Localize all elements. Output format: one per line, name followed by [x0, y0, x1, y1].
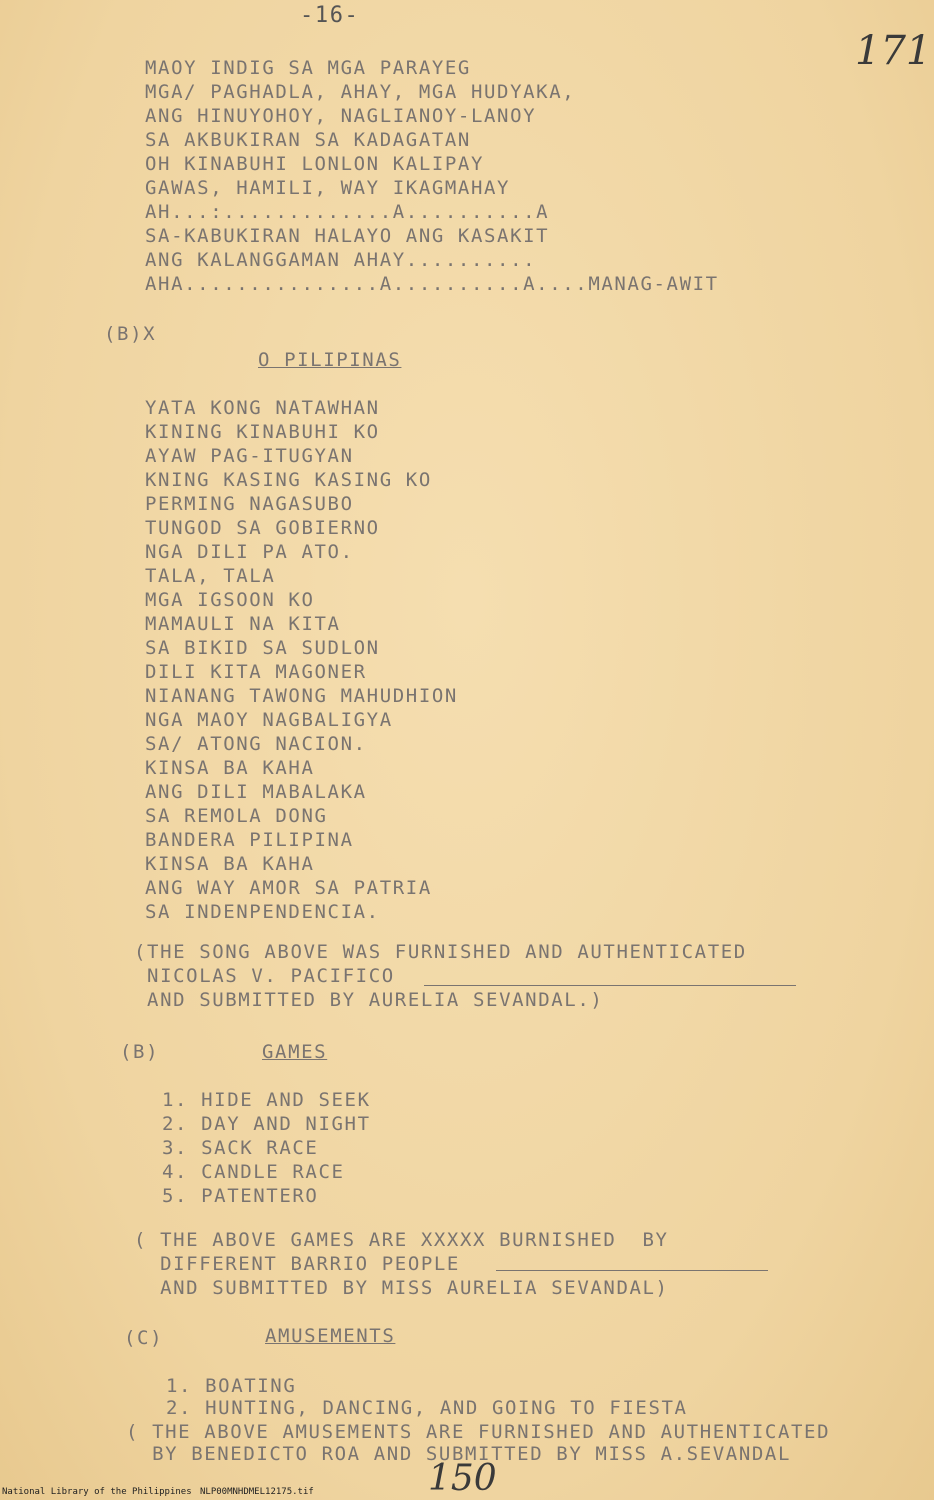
verse-line: KNING KASING KASING KO [145, 469, 432, 491]
verse-line: PERMING NAGASUBO [145, 493, 354, 515]
verse-line: YATA KONG NATAWHAN [145, 397, 380, 419]
verse-line: NGA DILI PA ATO. [145, 541, 354, 563]
verse-line: ANG KALANGGAMAN AHAY.......... [145, 249, 537, 271]
verse-line: MGA IGSOON KO [145, 589, 315, 611]
section-title: GAMES [262, 1041, 328, 1063]
verse-line: SA-KABUKIRAN HALAYO ANG KASAKIT [145, 225, 550, 247]
verse-line: SA AKBUKIRAN SA KADAGATAN [145, 129, 471, 151]
list-item: 1. BOATING [166, 1375, 297, 1397]
verse-line: SA/ ATONG NACION. [145, 733, 367, 755]
verse-line: MAOY INDIG SA MGA PARAYEG [145, 57, 471, 79]
verse-line: KINSA BA KAHA [145, 853, 315, 875]
verse-line: TALA, TALA [145, 565, 276, 587]
footer-library: National Library of the Philippines [2, 1487, 192, 1497]
verse-line: MGA/ PAGHADLA, AHAY, MGA HUDYAKA, [145, 81, 576, 103]
note-line: DIFFERENT BARRIO PEOPLE [134, 1253, 460, 1275]
footer-filename: NLP00MNHDMEL12175.tif [200, 1487, 314, 1497]
verse-line: KINING KINABUHI KO [145, 421, 380, 443]
verse-line: NGA MAOY NAGBALIGYA [145, 709, 393, 731]
list-item: 2. HUNTING, DANCING, AND GOING TO FIESTA [166, 1397, 688, 1419]
verse-line: AYAW PAG-ITUGYAN [145, 445, 354, 467]
section-label: (B) [120, 1041, 160, 1063]
note-line: AND SUBMITTED BY MISS AURELIA SEVANDAL) [134, 1277, 669, 1299]
list-item: 5. PATENTERO [162, 1185, 319, 1207]
verse-line: ANG WAY AMOR SA PATRIA [145, 877, 432, 899]
note-line: BY BENEDICTO ROA AND SUBMITTED BY MISS A.SEVANDAL [126, 1443, 791, 1465]
list-item: 1. HIDE AND SEEK [162, 1089, 371, 1111]
song-title: O PILIPINAS [258, 349, 402, 371]
verse-line: SA INDENPENDENCIA. [145, 901, 380, 923]
handwritten-number: 150 [428, 1458, 497, 1499]
verse-line: KINSA BA KAHA [145, 757, 315, 779]
verse-line: ANG HINUYOHOY, NAGLIANOY-LANOY [145, 105, 537, 127]
section-label: (C) [124, 1327, 164, 1349]
verse-line: SA REMOLA DONG [145, 805, 328, 827]
verse-line: ANG DILI MABALAKA [145, 781, 367, 803]
verse-line: AHA...............A..........A....MANAG-AWIT [145, 273, 719, 295]
note-line: NICOLAS V. PACIFICO [134, 965, 395, 987]
verse-line: NIANANG TAWONG MAHUDHION [145, 685, 458, 707]
note-line: ( THE ABOVE AMUSEMENTS ARE FURNISHED AND AUTHENTICATED [126, 1421, 831, 1443]
verse-line: AH...:.............A..........A [145, 201, 550, 223]
list-item: 2. DAY AND NIGHT [162, 1113, 371, 1135]
section-label: (B)X [104, 323, 157, 345]
section-title: AMUSEMENTS [265, 1325, 396, 1347]
list-item: 4. CANDLE RACE [162, 1161, 345, 1183]
verse-line: MAMAULI NA KITA [145, 613, 341, 635]
handwritten-page-number: 171 [855, 28, 932, 74]
note-line: (THE SONG ABOVE WAS FURNISHED AND AUTHENTICATED [134, 941, 747, 963]
page-number: -16- [300, 3, 360, 28]
verse-line: SA BIKID SA SUDLON [145, 637, 380, 659]
signature-line [496, 1270, 768, 1271]
note-line: ( THE ABOVE GAMES ARE XXXXX BURNISHED BY [134, 1229, 669, 1251]
note-line: AND SUBMITTED BY AURELIA SEVANDAL.) [134, 989, 604, 1011]
verse-line: BANDERA PILIPINA [145, 829, 354, 851]
verse-line: TUNGOD SA GOBIERNO [145, 517, 380, 539]
list-item: 3. SACK RACE [162, 1137, 319, 1159]
signature-line [424, 985, 796, 986]
verse-line: DILI KITA MAGONER [145, 661, 367, 683]
verse-line: GAWAS, HAMILI, WAY IKAGMAHAY [145, 177, 511, 199]
verse-line: OH KINABUHI LONLON KALIPAY [145, 153, 485, 175]
